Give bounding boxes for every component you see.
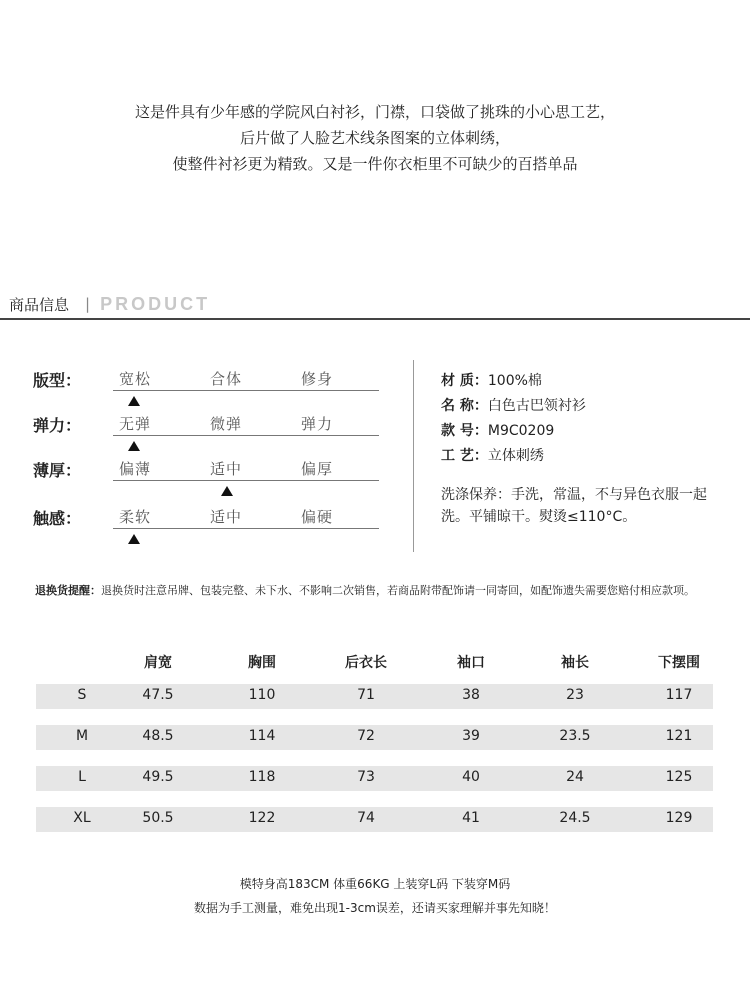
attribute-scale-line bbox=[113, 435, 379, 436]
size-table-cell: 24.5 bbox=[559, 810, 591, 826]
attribute-fit bbox=[33, 368, 379, 408]
attribute-option: 弹力 bbox=[301, 415, 334, 433]
attribute-option: 适中 bbox=[210, 460, 243, 478]
attribute-scale-line bbox=[113, 390, 379, 391]
size-table-cell: 38 bbox=[462, 687, 480, 703]
exchange-label: 退换货提醒： bbox=[35, 584, 101, 597]
exchange-text: 退换货时注意吊牌、包装完整、未下水、不影响二次销售，若商品附带配饰请一同寄回，如配饰遗失需要您赔付相应款项。 bbox=[101, 584, 695, 597]
attribute-option: 偏硬 bbox=[301, 508, 334, 526]
attribute-scale-line bbox=[113, 480, 379, 481]
attribute-label: 触感： bbox=[33, 509, 82, 528]
attribute-option: 微弹 bbox=[210, 415, 243, 433]
size-label: S bbox=[77, 687, 87, 703]
size-table-cell: 48.5 bbox=[142, 728, 174, 744]
section-title-cn: 商品信息 bbox=[9, 295, 70, 314]
size-table-cell: 72 bbox=[357, 728, 375, 744]
attribute-option: 修身 bbox=[301, 370, 334, 388]
attribute-thickness bbox=[33, 458, 379, 498]
intro-line: 这是件具有少年感的学院风白衬衫，门襟，口袋做了挑珠的小心思工艺， bbox=[134, 103, 615, 121]
size-table-cell: 47.5 bbox=[142, 687, 174, 703]
size-table-cell: 114 bbox=[248, 728, 276, 744]
attribute-option: 宽松 bbox=[119, 370, 152, 388]
info-value: M9C0209 bbox=[487, 423, 555, 439]
attribute-option: 适中 bbox=[210, 508, 243, 526]
attribute-option: 偏薄 bbox=[119, 460, 152, 478]
info-label: 款 号： bbox=[441, 423, 488, 439]
intro-paragraph bbox=[0, 99, 750, 177]
info-label: 工 艺： bbox=[441, 448, 488, 464]
info-name bbox=[441, 395, 586, 415]
attribute-label: 版型： bbox=[33, 371, 82, 390]
size-table-cell: 121 bbox=[665, 728, 693, 744]
measurement-note: 数据为手工测量，难免出现1-3cm误差，还请买家理解并事先知晓！ bbox=[194, 901, 556, 915]
attribute-scale-line bbox=[113, 528, 379, 529]
size-table-cell: 39 bbox=[462, 728, 480, 744]
size-table-cell: 40 bbox=[462, 769, 480, 785]
care-value: 手洗，常温，不与异色衣服一起洗。平铺晾干。熨烫≤110°C。 bbox=[441, 487, 707, 525]
size-table-cell: 41 bbox=[462, 810, 480, 826]
attribute-option: 偏厚 bbox=[301, 460, 334, 478]
info-craft bbox=[441, 445, 544, 465]
intro-line: 后片做了人脸艺术线条图案的立体刺绣， bbox=[239, 129, 510, 147]
model-note: 模特身高183CM 体重66KG 上装穿L码 下装穿M码 bbox=[239, 877, 511, 891]
attribute-label: 弹力： bbox=[33, 416, 82, 435]
attribute-option: 合体 bbox=[210, 370, 243, 388]
intro-line: 使整件衬衫更为精致。又是一件你衣柜里不可缺少的百搭单品 bbox=[172, 155, 578, 173]
size-table-cell: 125 bbox=[665, 769, 693, 785]
attribute-marker bbox=[128, 441, 140, 451]
section-divider bbox=[0, 318, 750, 320]
size-table-row bbox=[36, 807, 713, 832]
vertical-divider bbox=[413, 360, 414, 552]
size-table-header-cell: 袖长 bbox=[561, 655, 589, 671]
info-code bbox=[441, 420, 554, 440]
size-table-row bbox=[36, 684, 713, 709]
section-header bbox=[9, 292, 210, 316]
size-table-cell: 74 bbox=[357, 810, 375, 826]
size-table-cell: 117 bbox=[665, 687, 693, 703]
attribute-label: 薄厚： bbox=[33, 461, 82, 480]
size-table-cell: 50.5 bbox=[142, 810, 174, 826]
care-label: 洗涤保养： bbox=[441, 487, 511, 503]
size-table-cell: 110 bbox=[248, 687, 276, 703]
size-table-header-cell: 后衣长 bbox=[345, 655, 387, 671]
attribute-option: 柔软 bbox=[119, 508, 152, 526]
size-label: M bbox=[75, 728, 89, 744]
size-table-header-cell: 胸围 bbox=[248, 655, 276, 671]
info-label: 材 质： bbox=[441, 373, 488, 389]
size-table-cell: 49.5 bbox=[142, 769, 174, 785]
section-separator: | bbox=[85, 295, 91, 313]
attribute-elasticity bbox=[33, 413, 379, 453]
size-table-cell: 118 bbox=[248, 769, 276, 785]
size-table-header bbox=[36, 652, 713, 672]
size-table-cell: 129 bbox=[665, 810, 693, 826]
attribute-marker bbox=[128, 534, 140, 544]
size-table-cell: 23.5 bbox=[559, 728, 591, 744]
size-table-cell: 71 bbox=[357, 687, 375, 703]
attribute-option: 无弹 bbox=[119, 415, 152, 433]
size-table-header-cell: 肩宽 bbox=[144, 655, 172, 671]
info-value: 立体刺绣 bbox=[487, 448, 544, 464]
size-table-cell: 24 bbox=[566, 769, 584, 785]
attribute-feel bbox=[33, 506, 379, 546]
info-material bbox=[441, 370, 542, 390]
care-instructions bbox=[441, 484, 726, 528]
size-table-cell: 73 bbox=[357, 769, 375, 785]
size-label: XL bbox=[73, 810, 91, 826]
size-table-cell: 23 bbox=[566, 687, 584, 703]
size-table-cell: 122 bbox=[248, 810, 276, 826]
size-table-row bbox=[36, 725, 713, 750]
section-title-en: PRODUCT bbox=[100, 293, 211, 314]
exchange-reminder bbox=[35, 582, 715, 599]
info-value: 白色古巴领衬衫 bbox=[487, 398, 586, 414]
info-value: 100%棉 bbox=[487, 373, 542, 389]
size-label: L bbox=[78, 769, 86, 785]
attribute-marker bbox=[128, 396, 140, 406]
info-label: 名 称： bbox=[441, 398, 488, 414]
attribute-marker bbox=[221, 486, 233, 496]
size-table-row bbox=[36, 766, 713, 791]
size-table-header-cell: 袖口 bbox=[457, 655, 485, 671]
size-table-header-cell: 下摆围 bbox=[658, 655, 700, 671]
